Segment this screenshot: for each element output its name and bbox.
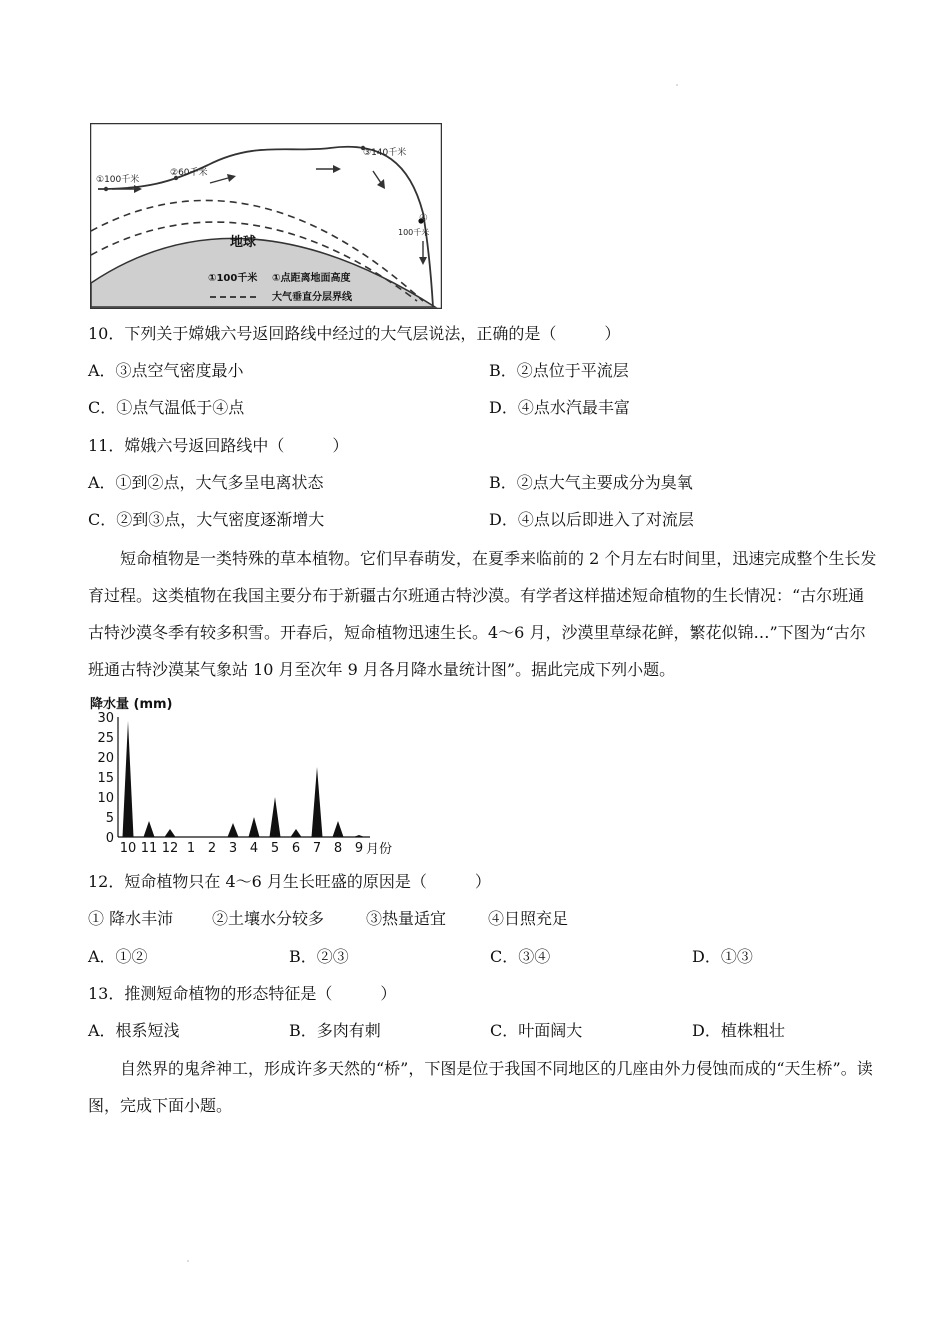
reentry-trajectory-figure <box>90 123 442 309</box>
scan-speck <box>187 1260 189 1262</box>
x-tick-label: 6 <box>291 841 301 856</box>
q11-stem: 11．嫦娥六号返回路线中（ ） <box>88 436 349 455</box>
q11-option-d: D．④点以后即进入了对流层 <box>489 510 694 529</box>
q10-stem: 10．下列关于嫦娥六号返回路线中经过的大气层说法，正确的是（ ） <box>88 324 621 343</box>
passage-natural-bridges: 自然界的鬼斧神工，形成许多天然的“桥”，下图是位于我国不同地区的几座由外力侵蚀而成的“天生桥”。读图，完成下面小题。 <box>88 1059 873 1115</box>
q10-option-c: C．①点气温低于④点 <box>88 398 245 417</box>
x-tick-label: 2 <box>207 841 217 856</box>
x-tick-label: 5 <box>270 841 280 856</box>
legend-sample: ①100千米 <box>208 273 258 284</box>
q12-statement-4: ④日照充足 <box>488 909 569 928</box>
precip-bar-12 <box>165 829 176 837</box>
precip-bar-5 <box>270 797 281 837</box>
chart-ylabel: 降水量 (mm) <box>90 697 173 712</box>
q12-option-c: C．③④ <box>490 947 551 966</box>
x-tick-label: 3 <box>228 841 238 856</box>
q12-statement-1: ① 降水丰沛 <box>88 909 174 928</box>
chart-xlabel: 月份 <box>366 842 393 857</box>
q12-option-b: B．②③ <box>289 947 349 966</box>
q12-statement-3: ③热量适宜 <box>366 909 447 928</box>
precip-bar-6 <box>291 829 302 837</box>
y-tick-label: 10 <box>97 791 114 806</box>
legend-boundary-desc: 大气垂直分层界线 <box>272 292 352 303</box>
precip-bar-9 <box>354 835 365 837</box>
q13-option-c: C．叶面阔大 <box>490 1021 583 1040</box>
point-1-marker <box>104 187 108 191</box>
precipitation-chart <box>88 693 400 858</box>
passage-ephemeral-plants: 短命植物是一类特殊的草本植物。它们早春萌发，在夏季来临前的 2 个月左右时间里，迅速完成整个生长发育过程。这类植物在我国主要分布于新疆古尔班通古特沙漠。有学者这样描述短命植物的生长情况：“古尔班通古特沙漠冬季有较多积雪。开春后，短命植物迅速生长。4～6 月，沙漠里草绿花鲜，繁花似锦…”下图为“古尔班通古特沙漠某气象站 10 月至次年 9 月各月降水量统计图”。据此完成下列小题。 <box>88 549 877 679</box>
y-tick-label: 5 <box>105 811 114 826</box>
y-tick-label: 30 <box>97 711 114 726</box>
q13-option-a: A．根系短浅 <box>88 1021 180 1040</box>
q10-option-d: D．④点水汽最丰富 <box>489 398 630 417</box>
precip-bar-3 <box>228 823 239 837</box>
q13-stem: 13．推测短命植物的形态特征是（ ） <box>88 984 397 1003</box>
q12-option-d: D．①③ <box>692 947 753 966</box>
precip-bar-4 <box>249 817 260 837</box>
scan-speck <box>676 84 678 86</box>
earth-label: 地球 <box>230 235 257 250</box>
precip-bar-7 <box>312 767 323 837</box>
precip-bar-11 <box>144 821 155 837</box>
point-4-id: ④ <box>419 213 428 224</box>
precip-bar-10 <box>123 721 134 837</box>
x-tick-label: 1 <box>186 841 196 856</box>
q13-option-b: B．多肉有刺 <box>289 1021 381 1040</box>
q13-option-d: D．植株粗壮 <box>692 1021 785 1040</box>
point-1-label: ①100千米 <box>96 175 140 185</box>
y-tick-label: 20 <box>97 751 114 766</box>
x-tick-label: 4 <box>249 841 259 856</box>
q12-stem: 12．短命植物只在 4～6 月生长旺盛的原因是（ ） <box>88 872 491 891</box>
point-2-label: ②60千米 <box>170 168 208 178</box>
q12-statement-2: ②土壤水分较多 <box>212 909 325 928</box>
x-tick-label: 7 <box>312 841 322 856</box>
q11-option-a: A．①到②点，大气多呈电离状态 <box>88 473 324 492</box>
q10-option-b: B．②点位于平流层 <box>489 361 629 380</box>
x-tick-label: 8 <box>333 841 343 856</box>
y-tick-label: 15 <box>97 771 114 786</box>
legend-point-desc: ①点距离地面高度 <box>272 273 351 284</box>
q11-option-c: C．②到③点，大气密度逐渐增大 <box>88 510 325 529</box>
q11-option-b: B．②点大气主要成分为臭氧 <box>489 473 693 492</box>
point-3-label: ③140千米 <box>363 148 407 158</box>
x-tick-label: 9 <box>354 841 364 856</box>
x-tick-label: 12 <box>161 841 179 856</box>
point-4-alt: 100千米 <box>398 228 430 237</box>
x-tick-label: 10 <box>119 841 137 856</box>
q12-option-a: A．①② <box>88 947 148 966</box>
precip-bar-8 <box>333 821 344 837</box>
y-tick-label: 0 <box>105 831 114 846</box>
x-tick-label: 11 <box>140 841 158 856</box>
y-tick-label: 25 <box>97 731 114 746</box>
q10-option-a: A．③点空气密度最小 <box>88 361 244 380</box>
